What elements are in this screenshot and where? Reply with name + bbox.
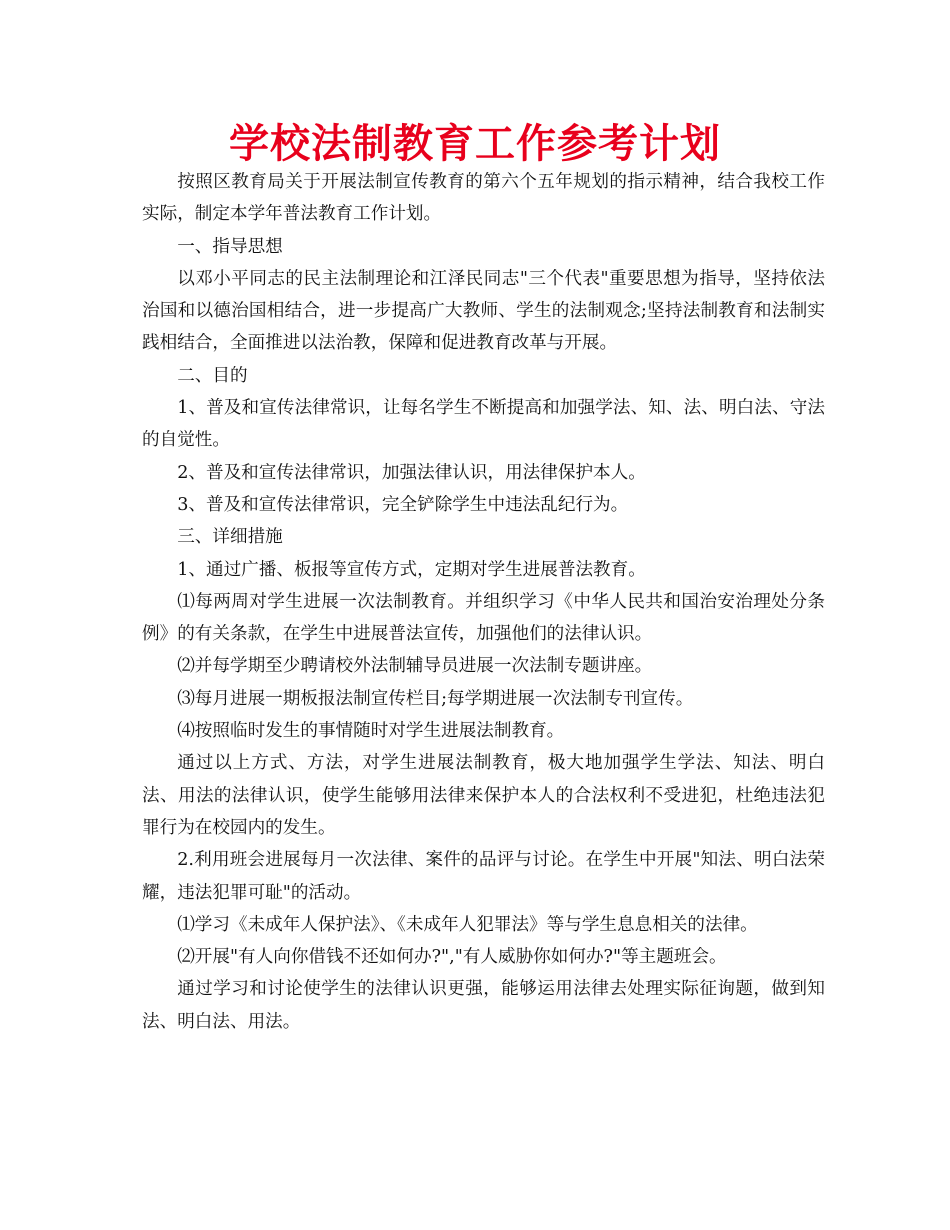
section-heading-measures: 三、详细措施	[177, 527, 283, 548]
paragraph-purpose-1: 1、普及和宣传法律常识，让每名学生不断提高和加强学法、知、法、明白法、守法的自觉性。	[142, 398, 825, 451]
paragraph-measure-2-summary: 通过学习和讨论使学生的法律认识更强，能够运用法律去处理实际征询题，做到知法、明白法、用法。	[142, 979, 825, 1032]
paragraph-guiding-ideology: 以邓小平同志的民主法制理论和江泽民同志"三个代表"重要思想为指导，坚持依法治国和以德治国相结合，进一步提高广大教师、学生的法制观念;坚持法制教育和法制实践相结合，全面推进以法治教，保障和促进教育改革与开展。	[142, 268, 825, 354]
paragraph-measure-2-item-1: ⑴学习《未成年人保护法》、《未成年人犯罪法》等与学生息息相关的法律。	[177, 914, 758, 935]
paragraph-measure-1-summary: 通过以上方式、方法，对学生进展法制教育，极大地加强学生学法、知法、明白法、用法的法律认识，使学生能够用法律来保护本人的合法权利不受进犯，杜绝违法犯罪行为在校园内的发生。	[142, 753, 825, 838]
paragraph-measure-1-item-2: ⑵并每学期至少聘请校外法制辅导员进展一次法制专题讲座。	[177, 656, 653, 677]
paragraph-purpose-3: 3、普及和宣传法律常识，完全铲除学生中违法乱纪行为。	[177, 494, 629, 515]
section-heading-purpose: 二、目的	[177, 365, 248, 386]
paragraph-measure-2: 2.利用班会进展每月一次法律、案件的品评与讨论。在学生中开展"知法、明白法荣耀，违法犯罪可耻"的活动。	[142, 850, 825, 903]
section-heading-guiding-ideology: 一、指导思想	[177, 236, 283, 257]
paragraph-intro: 按照区教育局关于开展法制宣传教育的第六个五年规划的指示精神，结合我校工作实际，制定本学年普法教育工作计划。	[142, 172, 825, 225]
paragraph-measure-1-item-3: ⑶每月进展一期板报法制宣传栏目;每学期进展一次法制专刊宣传。	[177, 688, 694, 709]
paragraph-measure-1-item-4: ⑷按照临时发生的事情随时对学生进展法制教育。	[177, 721, 565, 742]
document-title: 学校法制教育工作参考计划	[229, 121, 721, 167]
paragraph-measure-1-item-1: ⑴每两周对学生进展一次法制教育。并组织学习《中华人民共和国治安治理处分条例》的有关条款，在学生中进展普法宣传，加强他们的法律认识。	[142, 591, 825, 645]
paragraph-measure-2-item-2: ⑵开展"有人向你借钱不还如何办?","有人威胁你如何办?"等主题班会。	[177, 947, 727, 968]
document-body	[142, 166, 825, 1038]
paragraph-purpose-2: 2、普及和宣传法律常识，加强法律认识，用法律保护本人。	[177, 462, 646, 483]
paragraph-measure-1: 1、通过广播、板报等宣传方式，定期对学生进展普法教育。	[177, 559, 646, 580]
